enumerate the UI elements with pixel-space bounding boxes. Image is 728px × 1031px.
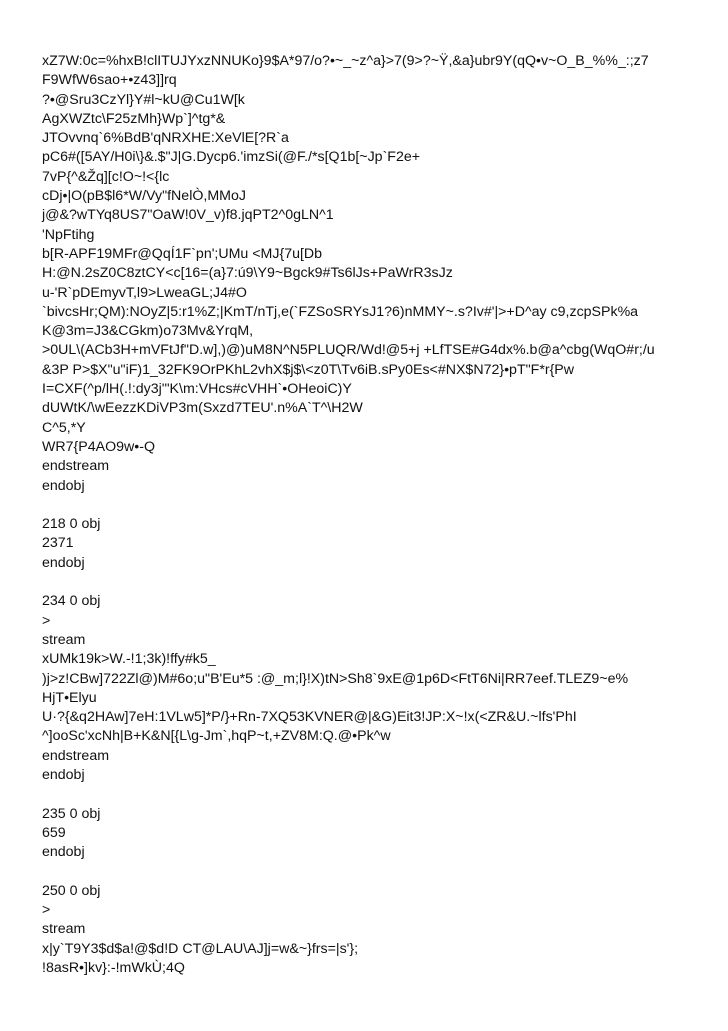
text-line: &3P P>$X"u"iF)1_32FK9OrPKhL2vhX$j$\<z0T\Tv6iB.sPy0Es<#NX$N72}•pT"F*r{Pw [42,361,575,378]
text-line: F9WfW6sao+•z43]]rq [42,72,177,89]
text-line: x|y`T9Y3$d$a!@$d!D CT@LAU\AJ]j=w&~}frs=|s'}; [42,940,359,957]
text-line: `bivcsHr;QM):NOyZ|5:r1%Z;|KmT/nTj,e(`FZSoSRYsJ1?6)nMMY~.s?Iv#'|>+D^ay c9,zcpSPk%a [42,303,639,320]
text-line: I=CXF(^p/lH(.!:dy3j'"K\m:VHcs#cVHH`•OHeoiC)Y [42,381,352,398]
text-line: 2371 [42,535,74,552]
text-line: u-'R`pDEmyvT,l9>LweaGL;J4#O [42,284,247,301]
text-line: cDj•|O(pB$l6*W/Vy"fNelÒ,MMoJ [42,188,246,205]
text-line: 234 0 obj [42,593,101,610]
text-line: 'NpFtihg [42,226,95,243]
text-line: 235 0 obj [42,805,101,822]
text-line: 250 0 obj [42,882,101,899]
text-line: U·?{&q2HAw]7eH:1VLw5]*P/}+Rn-7XQ53KVNER@|&G)Eit3!JP:X~!x(<ZR&U.~lfs'PhI [42,709,577,726]
text-line: 218 0 obj [42,516,101,533]
text-line: pC6#([5AY/H0i\}&.$"J|G.Dycp6.'imzSi(@F./*s[Q1b[~Jp`F2e+ [42,149,421,166]
text-line: 659 [42,824,66,841]
text-line: endobj [42,844,85,861]
text-line: WR7{P4AO9w•-Q [42,438,155,455]
text-line: ^]ooSc'xcNh|B+K&N[{L\g-Jm`,hqP~t,+ZV8M:Q.@•Pk^w [42,728,391,745]
text-line: > [42,902,51,919]
text-line [42,573,720,592]
text-line: ?•@Sru3CzYl}Y#l~kU@Cu1W[k [42,91,245,108]
text-line: )j>z!CBw]722Zl@)M#6o;u"B'Eu*5 :@_m;l}!X)tN>Sh8`9xE@1p6D<FtT6Ni|RR7eef.TLEZ9~e% [42,670,629,687]
text-line: !8asR•]kv}:-!mWkÙ;4Q [42,959,185,976]
text-line: j@&?wTYq8US7"OaW!0V_v)f8.jqPT2^0gLN^1 [42,207,334,224]
text-line: K@3m=J3&CGkm)o73Mv&YrqM, [42,323,254,340]
text-line [42,785,720,804]
text-line: C^5,*Y [42,419,86,436]
text-line: AgXWZtc\F25zMh}Wp`]^tg*& [42,110,226,127]
text-line: b[R-APF19MFr@QqÍ1F`pn';UMu <MJ{7u[Db [42,245,323,262]
text-line: >0UL\(ACb3H+mVFtJf"D.w],)@)uM8N^N5PLUQR/Wd!@5+j +LfTSE#G4dx%.b@a^cbg(WqO#r;/u [42,342,655,359]
text-line: xZ7W:0c=%hxB!clITUJYxzNNUKo}9$A*97/o?•~_~z^a}>7(9>?~Ÿ,&a}ubr9Y(qQ•v~O_B_%%_:;z7 [42,53,649,69]
text-line: 7vP{^&Žq][c!O~!<{lc [42,168,170,185]
text-line [42,862,720,881]
text-line: dUWtK/\wEezzKDiVP3m(Sxzd7TEU'.n%A`T^\H2W [42,400,363,417]
text-line: endstream [42,747,110,764]
text-line: endobj [42,477,85,494]
text-line: > [42,612,51,629]
text-line: endstream [42,458,110,475]
text-line: endobj [42,766,85,783]
text-line: H:@N.2sZ0C8ztCY<c[16=(a}7:ú9\Y9~Bgck9#Ts6lJs+PaWrR3sJz [42,265,453,282]
text-line: stream [42,631,86,648]
text-line [42,496,720,515]
text-line: HjT•Elyu [42,689,97,706]
text-line: JTOvvnq`6%BdB'qNRXHE:XeVlE[?R`a [42,130,289,147]
text-line: stream [42,921,86,938]
text-line: endobj [42,554,85,571]
text-line: xUMk19k>W.-!1;3k)!ffy#k5_ [42,651,216,668]
pdf-raw-text-page [42,52,720,978]
